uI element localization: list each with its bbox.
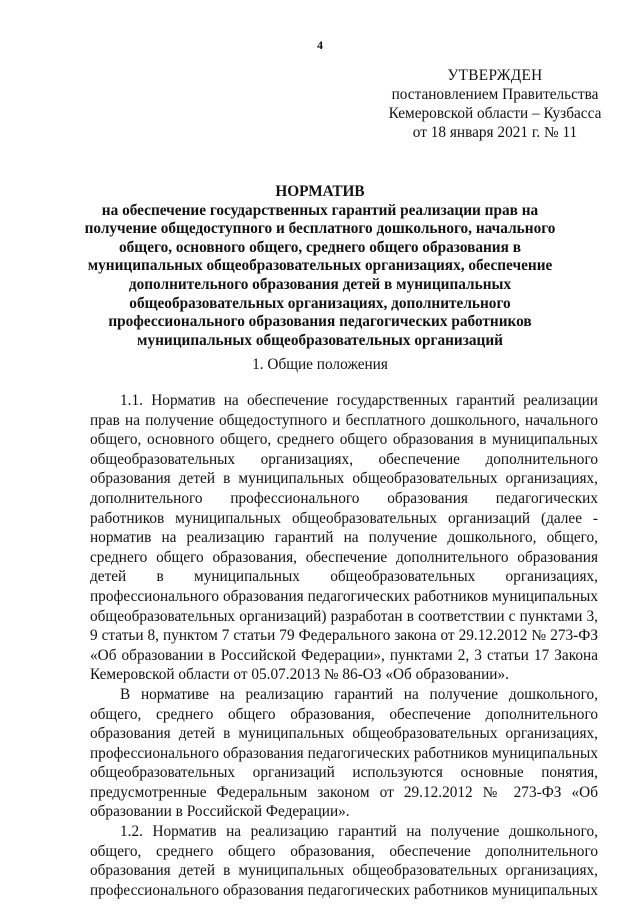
title-line: муниципальных общеобразовательных организациях, обеспечение (87, 257, 553, 275)
paragraph-line: дополнительного профессионального образования педагогических (90, 489, 598, 507)
paragraph-line: норматив на реализацию гарантий на получение дошкольного, общего, (90, 529, 598, 547)
paragraph-line: образования детей в муниципальных общеобразовательных организациях, (90, 470, 598, 488)
paragraph-line: профессионального образования педагогических работников муниципальных (90, 881, 598, 899)
title-line: получение общедоступного и бесплатного дошкольного, начального (84, 220, 556, 238)
title-line: на обеспечение государственных гарантий реализации прав на (101, 201, 539, 219)
paragraph-line: общеобразовательных организациях, обеспечение дополнительного (90, 450, 598, 468)
paragraph-line: 9 статьи 8, пунктом 7 статьи 79 Федерального закона от 29.12.2012 № 273-ФЗ (90, 627, 598, 645)
paragraph-line: 1.2. Норматив на реализацию гарантий на получение дошкольного, (120, 823, 598, 841)
page-number: 4 (317, 38, 323, 52)
paragraph-line: общего, основного общего, среднего общего образования в муниципальных (90, 431, 598, 449)
document-title (0, 183, 640, 350)
paragraph-line: «Об образовании в Российской Федерации», пунктами 2, 3 статьи 17 Закона (90, 646, 598, 664)
title-line: общеобразовательных организациях, дополнительного (129, 294, 511, 312)
paragraph-line: профессионального образования педагогических работников муниципальных (90, 587, 598, 605)
paragraph-line: детей в муниципальных общеобразовательных организациях, (90, 568, 598, 586)
title-line: профессионального образования педагогических работников (108, 313, 532, 331)
paragraph-line: общего, среднего общего образования, обеспечение дополнительного (90, 705, 598, 723)
paragraph-line: прав на получение общедоступного и бесплатного дошкольного, начального (90, 411, 598, 429)
approval-block (360, 66, 630, 142)
paragraph-line: работников муниципальных общеобразовательных организаций (далее - (90, 509, 598, 527)
paragraph-line: 1.1. Норматив на обеспечение государственных гарантий реализации (120, 392, 598, 409)
section-heading: 1. Общие положения (252, 356, 388, 373)
approval-line: постановлением Правительства (391, 86, 599, 103)
title-main: НОРМАТИВ (275, 183, 365, 200)
paragraph-line: Кемеровской области от 05.07.2013 № 86-ОЗ «Об образовании». (90, 666, 509, 684)
paragraph-line: профессионального образования педагогических работников муниципальных (90, 744, 598, 762)
title-line: общего, основного общего, среднего общего образования в (119, 238, 521, 256)
body-text (90, 391, 598, 900)
paragraph-line: предусмотренные Федеральным законом от 29.12.2012 № 273-ФЗ «Об (90, 783, 598, 801)
paragraph (90, 391, 598, 685)
paragraph-line: В нормативе на реализацию гарантий на получение дошкольного, (120, 685, 598, 703)
paragraph-line: общеобразовательных организаций) разработан в соответствии с пунктами 3, (90, 607, 598, 625)
paragraph-line: среднего общего образования, обеспечение дополнительного образования (90, 548, 598, 566)
title-line: муниципальных общеобразовательных организаций (137, 331, 503, 349)
paragraph-line: общего, среднего общего образования, обеспечение дополнительного (90, 842, 598, 860)
approval-line: от 18 января 2021 г. № 11 (412, 124, 578, 141)
paragraph-line: общеобразовательных организаций используются основные понятия, (90, 764, 598, 782)
paragraph (90, 822, 598, 900)
paragraph-line: образовании в Российской Федерации». (90, 803, 350, 821)
paragraph (90, 685, 598, 822)
approval-heading: УТВЕРЖДЕН (447, 67, 543, 84)
paragraph-line: образования детей в муниципальных общеобразовательных организациях, (90, 862, 598, 880)
title-line: дополнительного образования детей в муниципальных (128, 275, 512, 293)
paragraph-line: образования детей в муниципальных общеобразовательных организациях, (90, 725, 598, 743)
approval-line: Кемеровской области – Кузбасса (388, 105, 602, 122)
